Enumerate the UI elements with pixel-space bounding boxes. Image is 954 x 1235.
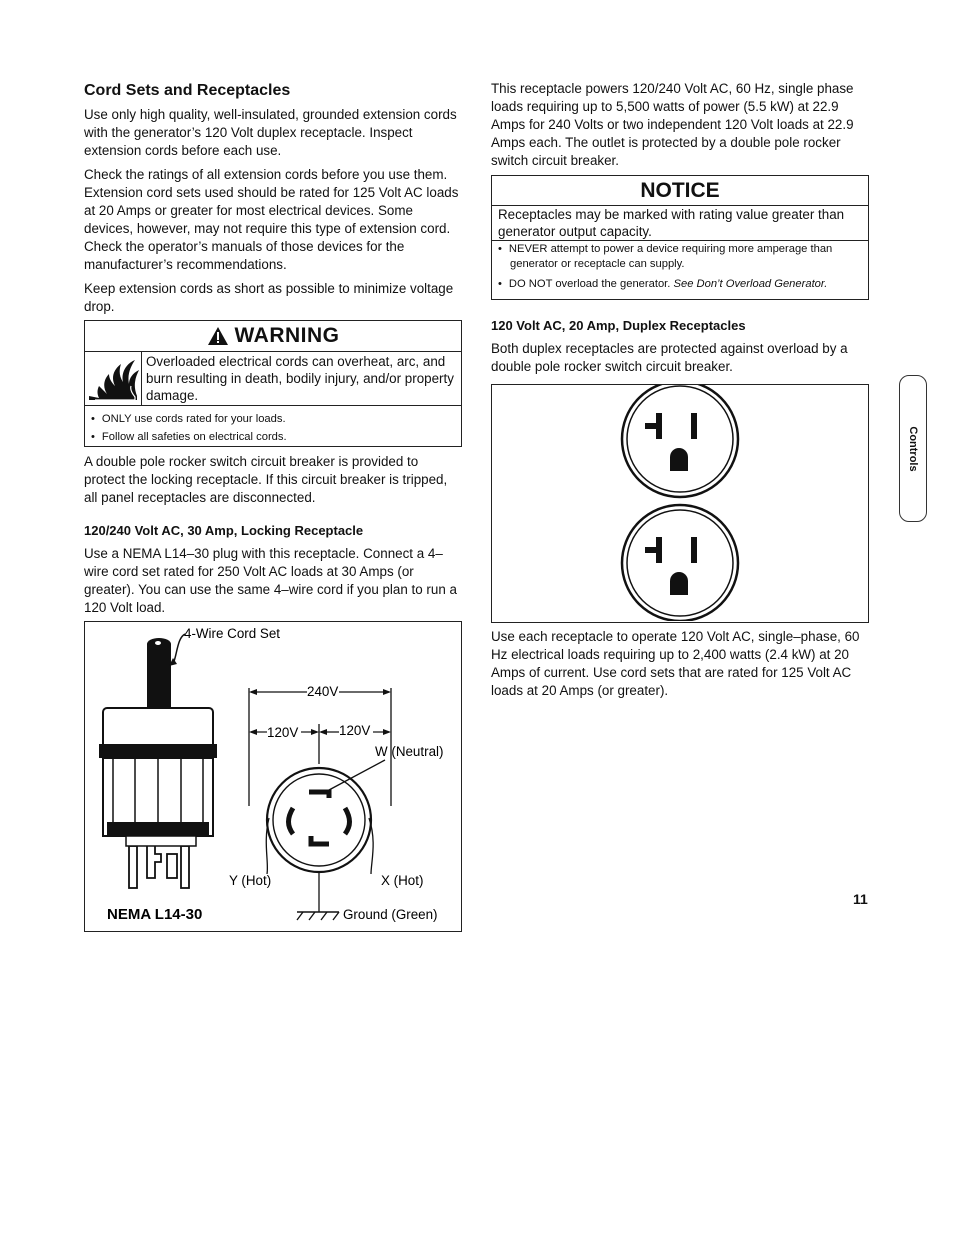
nema-label: NEMA L14-30 xyxy=(107,906,203,923)
page-number: 11 xyxy=(853,891,868,907)
notice-bullet-reference: See Don’t Overload Generator. xyxy=(673,278,828,290)
receptacle-outlet-icon xyxy=(622,385,738,497)
section-heading: Cord Sets and Receptacles xyxy=(84,82,291,99)
hot-x-label: X (Hot) xyxy=(381,873,424,888)
plug-receptacle-diagram xyxy=(85,622,460,930)
warning-bullet: • Follow all safeties on electrical cords. xyxy=(91,428,455,446)
warning-text: Overloaded electrical cords can overheat, arc, and burn resulting in death, bodily injury, and/or property damage. xyxy=(146,354,454,403)
paragraph: This receptacle powers 120/240 Volt AC, 60 Hz, single phase loads requiring up to 5,500 watts of power (5.5 kW) at 22.9 Amps for 240 Volts or two independent 120 Volt loads at 22.9 Amps each. The outlet is protected by a double pole rocker switch circuit breaker. xyxy=(491,81,854,168)
paragraph: Use a NEMA L14–30 plug with this receptacle. Connect a 4–wire cord set rated for 250 Volt AC loads at 30 Amps (or greater). You can use the same 4–wire cord if you plan to run a 120 Volt load. xyxy=(84,546,457,615)
paragraph: A double pole rocker switch circuit breaker is provided to protect the locking receptacle. If this circuit breaker is tripped, all panel receptacles are disconnected. xyxy=(84,454,448,505)
voltage-240-label: 240V xyxy=(307,684,339,699)
ground-label: Ground (Green) xyxy=(343,907,438,922)
notice-text: Receptacles may be marked with rating value greater than generator output capacity. xyxy=(492,206,868,241)
paragraph: Both duplex receptacles are protected against overload by a double pole rocker switch circuit breaker. xyxy=(491,341,848,374)
subheading: 120 Volt AC, 20 Amp, Duplex Receptacles xyxy=(491,318,746,333)
notice-bullet-text: NEVER attempt to power a device requiring more amperage than generator or receptacle can supply. xyxy=(508,243,833,270)
left-column xyxy=(84,78,462,932)
fire-hazard-icon xyxy=(85,352,142,405)
paragraph: Check the ratings of all extension cords before you use them. Extension cord sets used should be rated for 125 Volt AC loads at 20 Amps or greater for most electrical devices. Some devices, however, may not require this type of extension cord. Check the operator’s manuals of those devices for the manufacturer’s recommendations. xyxy=(84,167,459,272)
duplex-receptacle-figure xyxy=(491,384,869,623)
notice-box xyxy=(491,175,869,300)
warning-bullets xyxy=(85,406,461,448)
voltage-120-right-label: 120V xyxy=(339,723,371,738)
notice-bullet-text: DO NOT overload the generator. xyxy=(508,278,674,290)
right-column xyxy=(491,80,869,706)
hot-y-label: Y (Hot) xyxy=(229,873,272,888)
warning-title: WARNING xyxy=(234,324,340,347)
neutral-label: W (Neutral) xyxy=(375,744,444,759)
nema-l14-30-figure xyxy=(84,621,462,932)
voltage-120-left-label: 120V xyxy=(267,725,299,740)
warning-box xyxy=(84,320,462,447)
cord-label: 4-Wire Cord Set xyxy=(184,626,280,641)
subheading: 120/240 Volt AC, 30 Amp, Locking Receptacle xyxy=(84,523,364,538)
paragraph: Use each receptacle to operate 120 Volt AC, single–phase, 60 Hz electrical loads requiring up to 2,400 watts (2.4 kW) at 20 Amps of current. Use cord sets that are rated for 125 Volt AC loads at 20 Amps (or greater). xyxy=(491,629,860,698)
warning-bullet: • ONLY use cords rated for your loads. xyxy=(91,410,455,428)
section-tab xyxy=(899,375,927,522)
receptacle-outlet-icon xyxy=(622,505,738,621)
warning-header xyxy=(85,321,461,352)
warning-body xyxy=(85,352,461,406)
notice-bullets xyxy=(492,241,868,295)
notice-bullet xyxy=(498,275,862,293)
paragraph: Use only high quality, well-insulated, grounded extension cords with the generator’s 120 Volt duplex receptacle. Inspect extension cords before each use. xyxy=(84,107,457,158)
paragraph: Keep extension cords as short as possible to minimize voltage drop. xyxy=(84,281,454,314)
notice-bullet xyxy=(498,242,862,272)
section-tab-label: Controls xyxy=(907,425,919,472)
duplex-receptacle-diagram xyxy=(492,385,867,621)
notice-title: NOTICE xyxy=(492,176,868,206)
warning-triangle-icon xyxy=(207,326,229,346)
